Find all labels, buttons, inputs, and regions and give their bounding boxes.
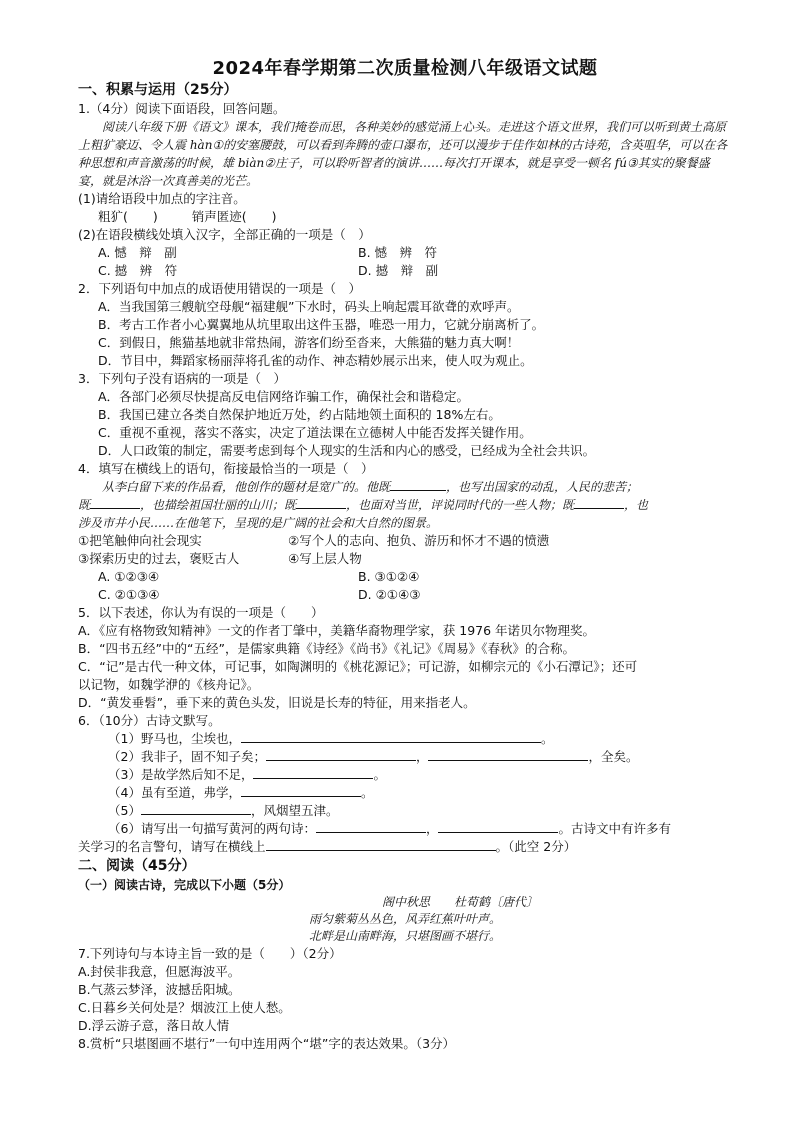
q1-sub1: (1)请给语段中加点的字注音。 [78,191,246,206]
option: C．“记”是古代一种文体，可记事，如陶渊明的《桃花源记》；可记游，如柳宗元的《小石潭记》；还可 [78,659,638,674]
option: D. 撼 辩 副 [358,263,439,278]
poem-title: 阁中秋思 杜荀鹤〔唐代〕 [381,895,538,909]
recitation-line: 关学习的名言警句，请写在横线上 。（此空 2分） [78,839,577,854]
recitation-line: （2）我非子，固不知子矣； ， ，全矣。 [108,749,639,764]
option: B. ③①②④ [358,569,420,584]
answer-blank[interactable] [316,820,426,833]
poem-line: 雨匀紫菊丛丛色，风弄红蕉叶叶声。 [308,912,501,926]
q1-pinyin-items [78,208,732,226]
q4-stem: 4．填写在横线上的语句，衔接最恰当的一项是（ ） [78,461,374,476]
q5-stem: 5．以下表述，你认为有误的一项是（ ） [78,605,324,620]
section-2-heading: 二、阅读（45分） [78,858,196,874]
option-continued: 以记物，如魏学洢的《核舟记》。 [78,677,260,692]
answer-blank[interactable] [90,496,140,509]
option: C．重视不重视，落实不落实，决定了道法课在立德树人中能否发挥关键作用。 [98,425,532,440]
option: A．《应有格物致知精神》一文的作者丁肇中，美籍华裔物理学家，获 1976 年诺贝尔物理奖。 [78,623,596,638]
option: C.日暮乡关何处是？烟波江上使人愁。 [78,1000,291,1015]
q4-item: ③探索历史的过去，褒贬古人 [78,551,240,566]
recitation-line: （4）虽有至道，弗学， 。 [108,785,374,800]
q6-stem: 6．（10分）古诗文默写。 [78,713,221,728]
answer-blank[interactable] [266,748,416,761]
answer-blank[interactable] [241,730,541,743]
q2-stem: 2．下列语句中加点的成语使用错误的一项是（ ） [78,281,361,296]
exam-title: 2024年春学期第二次质量检测八年级语文试题 [212,58,598,79]
answer-blank[interactable] [574,496,624,509]
answer-blank[interactable] [438,820,558,833]
answer-blank[interactable] [296,496,346,509]
option: D．人口政策的制定，需要考虑到每个人现实的生活和内心的感受，已经成为全社会共识。 [98,443,596,458]
pinyin-item: 粗犷( ) [98,209,158,224]
option: A．各部门必须尽快提高反电信网络诈骗工作，确保社会和谐稳定。 [98,389,470,404]
answer-blank[interactable] [266,838,496,851]
q4-item: ①把笔触伸向社会现实 [78,533,202,548]
q1-options-row [78,262,732,280]
q4-item: ②写个人的志向、抱负、游历和怀才不遇的愤懑 [288,533,550,548]
q1-passage: 阅读八年级下册《语文》课本，我们掩卷而思，各种美妙的感觉涌上心头。走进这个语文世界，我们可以听到黄土高原上粗犷豪迈、令人震 hàn①的安塞腰鼓，可以看到奔腾的壶口瀑布，还可以漫步于佳作如林的古诗苑，含英咀华，可以在各种思想和声音激荡的时候，雄 biàn②庄子，可以聆听智者的演讲……每次打开课本，就是享受一顿名 fú③其实的聚餐盛宴，就是沐浴一次真善美的光芒。 [78,120,728,188]
q4-passage-line: 涉及市井小民……在他笔下，呈现的是广阔的社会和大自然的图景。 [78,516,439,530]
option: D．节目中，舞蹈家杨丽萍将孔雀的动作、神态精妙展示出来，使人叹为观止。 [98,353,533,368]
answer-blank[interactable] [141,802,251,815]
q4-options-row [78,586,732,604]
recitation-line: （1）野马也，尘埃也， 。 [108,731,554,746]
q3-stem: 3．下列句子没有语病的一项是（ ） [78,371,286,386]
answer-blank[interactable] [241,784,361,797]
recitation-line: （6）请写出一句描写黄河的两句诗： ， 。古诗文中有许多有 [108,821,671,836]
q4-item: ④写上层人物 [288,551,362,566]
option: B.气蒸云梦泽，波撼岳阳城。 [78,982,241,997]
option: B．我国已建立各类自然保护地近万处，约占陆地领土面积的 18%左右。 [98,407,501,422]
option: A．当我国第三艘航空母舰“福建舰”下水时，码头上响起震耳欲聋的欢呼声。 [98,299,520,314]
option: B. 憾 辨 符 [358,245,438,260]
option: D.浮云游子意，落日故人情 [78,1018,230,1033]
section-1-heading: 一、积累与运用（25分） [78,82,238,98]
q4-passage-line: 既 ，也描绘祖国壮丽的山川；既 ，也面对当世，评说同时代的一些人物；既 ，也 [78,498,649,512]
q4-items-row [78,550,732,568]
option: C. 撼 辨 符 [98,263,178,278]
q4-items-row [78,532,732,550]
option: D．“黄发垂髫”，垂下来的黄色头发，旧说是长寿的特征，用来指老人。 [78,695,476,710]
recitation-line: （5） ，风烟望五津。 [108,803,339,818]
exam-page [0,60,794,1132]
q1-sub2: (2)在语段横线处填入汉字，全部正确的一项是（ ） [78,227,371,242]
answer-blank[interactable] [428,748,588,761]
recitation-line: （3）是故学然后知不足， 。 [108,767,386,782]
option: A. ①②③④ [98,569,160,584]
option: D. ②①④③ [358,587,421,602]
q4-options-row [78,568,732,586]
q4-passage-line: 从李白留下来的作品看，他创作的题材是宽广的。他既 ，也写出国家的动乱，人民的悲苦； [102,480,639,494]
option: B．考古工作者小心翼翼地从坑里取出这件玉器，唯恐一用力，它就分崩离析了。 [98,317,545,332]
pinyin-item: 销声匿迹( ) [191,209,277,224]
q1-stem: 1.（4分）阅读下面语段，回答问题。 [78,101,286,116]
reading-1-heading: （一）阅读古诗，完成以下小题（5分） [78,878,291,892]
option: A. 憾 辩 副 [98,245,177,260]
option: B．“四书五经”中的“五经”，是儒家典籍《诗经》《尚书》《礼记》《周易》《春秋》的合称。 [78,641,575,656]
q7-stem: 7.下列诗句与本诗主旨一致的是（ ）（2分） [78,946,342,961]
q8-stem: 8.赏析“只堪图画不堪行”一句中连用两个“堪”字的表达效果。（3分） [78,1036,456,1051]
option: C. ②①③④ [98,587,160,602]
answer-blank[interactable] [390,478,446,491]
option: A.封侯非我意，但愿海波平。 [78,964,241,979]
poem-line: 北畔是山南畔海，只堪图画不堪行。 [308,929,501,943]
answer-blank[interactable] [253,766,373,779]
option: C．到假日，熊猫基地就非常热闹，游客们纷至沓来，大熊猫的魅力真大啊！ [98,335,520,350]
q1-options-row [78,244,732,262]
